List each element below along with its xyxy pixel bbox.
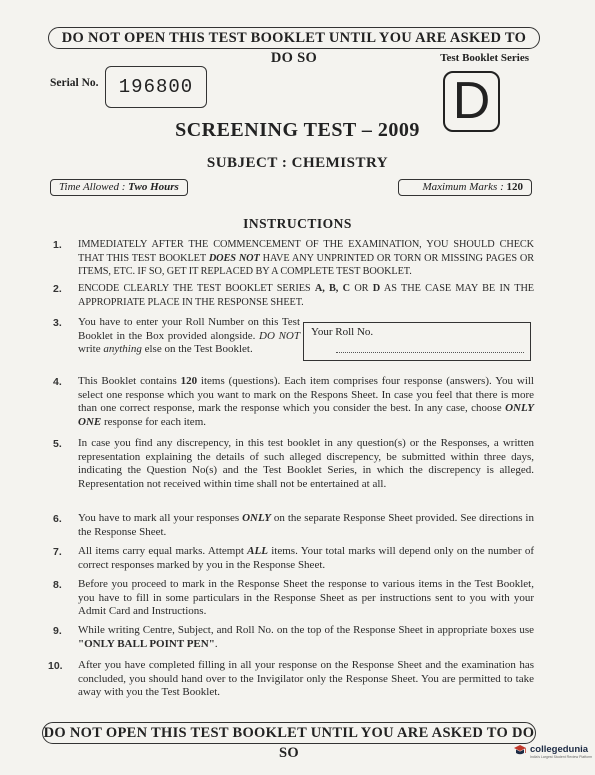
item-text: While writing Centre, Subject, and Roll No. on the top of the Response Sheet in appropriate boxes use	[78, 624, 534, 636]
subject-heading: SUBJECT : CHEMISTRY	[206, 155, 389, 171]
item-text: All items carry equal marks. Attempt	[78, 545, 248, 557]
item-number: 1.	[53, 239, 62, 251]
instruction-item	[78, 659, 534, 700]
item-emphasis: ONLY ONE	[78, 402, 534, 428]
time-allowed-value: Two Hours	[128, 181, 179, 193]
item-emphasis: anything	[103, 343, 142, 356]
instruction-item	[78, 578, 534, 619]
item-text: After you have completed filling in all your response on the Response Sheet and the examination has concluded, you should hand over to the Invigilator only the Response Sheet. You are permitted to take away with you the Test Booklet.	[78, 659, 534, 699]
item-text: HAVE ANY UNPRINTED OR TORN OR MISSING PAGES OR ITEMS, ETC. IF SO, GET IT REPLACED BY A COMPLETE TEST BOOKLET.	[78, 252, 535, 278]
item-text: Before you proceed to mark in the Response Sheet the response to various items in the Test Booklet, you have to fill in some particulars in the Response Sheet as per instructions sent to you with your Admit Card and Instructions.	[78, 578, 534, 618]
roll-number-line	[336, 352, 524, 353]
instruction-item	[78, 282, 534, 309]
item-text: AS THE CASE MAY BE IN THE APPROPRIATE PLACE IN THE RESPONSE SHEET.	[78, 283, 534, 308]
instruction-item	[78, 512, 534, 539]
item-number: 5.	[53, 438, 62, 450]
maximum-marks-value: 120	[506, 181, 523, 193]
item-text: items (questions). Each item comprises four response (answers). You will select one response which you want to mark on the Respons Sheet. In case you feel that there is more than one correct response, mark the response which you consider the best. In any case, choose	[78, 375, 534, 415]
bottom-warning-banner: DO NOT OPEN THIS TEST BOOKLET UNTIL YOU ARE ASKED TO DO SO	[42, 722, 536, 744]
item-emphasis: DOES NOT	[208, 252, 260, 264]
maximum-marks-label: Maximum Marks :	[422, 181, 507, 193]
serial-label: Serial No.	[50, 77, 99, 89]
serial-number-box: 196800	[105, 66, 207, 108]
item-text: IMMEDIATELY AFTER THE COMMENCEMENT OF THE EXAMINATION, YOU SHOULD CHECK THAT THIS TEST BOOKLET	[78, 239, 534, 264]
item-number: 2.	[53, 283, 62, 295]
instruction-item	[78, 375, 534, 429]
item-text: This Booklet contains	[78, 375, 181, 387]
instruction-item	[78, 316, 300, 357]
item-text: OR	[349, 283, 373, 294]
instructions-heading: INSTRUCTIONS	[243, 216, 352, 231]
booklet-series-label: Test Booklet Series	[440, 52, 529, 64]
item-emphasis: ALL	[247, 545, 268, 557]
item-text: You have to enter your Roll Number on this Test Booklet in the Box provided alongside.	[78, 316, 300, 342]
item-number: 7.	[53, 546, 62, 558]
item-number: 10.	[48, 660, 63, 672]
item-text: .	[214, 637, 218, 650]
item-text: In case you find any discrepency, in this test booklet in any question(s) or the Responses, a written representation explaining the details of such alleged discrepency, be submitted within three days, indicating the Question No(s) and the Test Booklet Series, in which the discrepency is alleged. Representation not received within time shall not be entertained at all.	[78, 437, 534, 490]
item-emphasis: "ONLY BALL POINT PEN"	[78, 637, 215, 650]
item-emphasis: 120	[180, 375, 198, 387]
page-title: SCREENING TEST – 2009	[175, 119, 420, 141]
item-text: on the separate Response Sheet provided. See directions in the Response Sheet.	[78, 512, 534, 538]
item-emphasis: ONLY	[242, 512, 272, 524]
item-text: ENCODE CLEARLY THE TEST BOOKLET SERIES	[78, 283, 315, 294]
instruction-item	[78, 238, 534, 279]
item-text: items. Your total marks will depend only on the number of correct responses marked by you in the Response Sheet.	[78, 545, 534, 571]
time-allowed-label: Time Allowed :	[59, 181, 129, 193]
item-text: else on the Test Booklet.	[141, 343, 253, 356]
item-text: You have to mark all your responses	[78, 512, 243, 524]
item-emphasis: D	[372, 283, 381, 294]
item-number: 6.	[53, 513, 62, 525]
graduation-cap-icon	[513, 744, 527, 760]
item-emphasis: A, B, C	[314, 283, 350, 294]
instruction-item	[78, 545, 534, 572]
maximum-marks-box	[398, 179, 532, 196]
instruction-item	[78, 624, 534, 651]
item-number: 9.	[53, 625, 62, 637]
item-text: write	[78, 343, 104, 356]
item-text: response for each item.	[101, 415, 206, 428]
roll-number-box[interactable]	[303, 322, 531, 361]
item-number: 4.	[53, 376, 62, 388]
collegedunia-logo	[513, 744, 593, 766]
logo-tagline: India's Largest Student Review Platform	[530, 755, 593, 759]
roll-number-label: Your Roll No.	[311, 326, 374, 338]
logo-wordmark: collegedunia	[530, 744, 589, 755]
item-number: 8.	[53, 579, 62, 591]
instruction-item	[78, 437, 534, 491]
item-number: 3.	[53, 317, 62, 329]
item-emphasis: DO NOT	[259, 329, 300, 342]
series-letter-box: D	[443, 71, 500, 132]
top-warning-banner: DO NOT OPEN THIS TEST BOOKLET UNTIL YOU ARE ASKED TO DO SO	[48, 27, 540, 49]
time-allowed-box	[50, 179, 188, 196]
